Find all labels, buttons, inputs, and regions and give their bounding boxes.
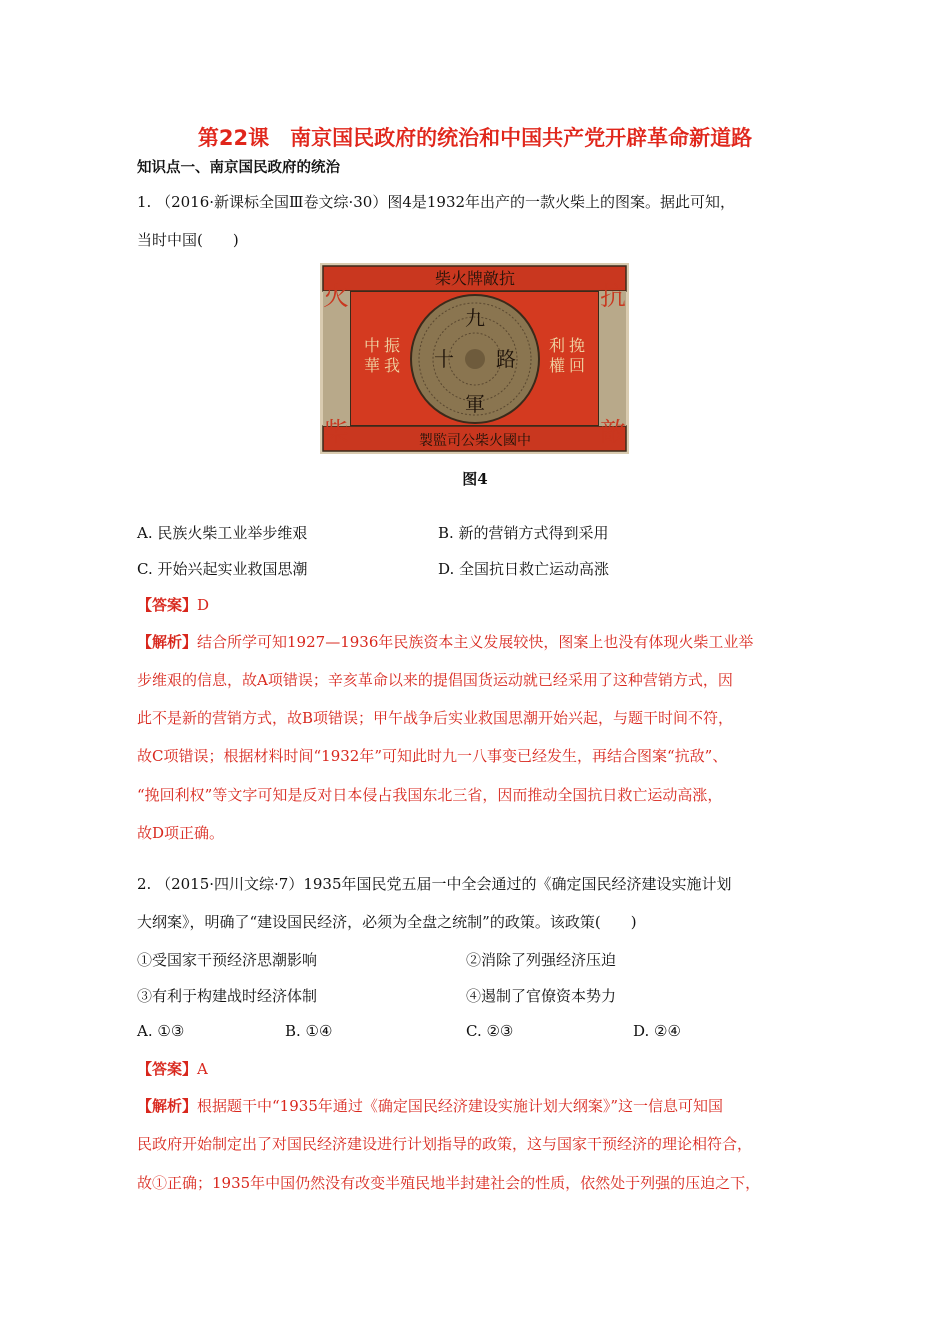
answer-value-2: A	[197, 1060, 208, 1078]
question-2-stem-line-1: 2. （2015·四川文综·7）1935年国民党五届一中全会通过的《确定国民经济建设实施计划	[137, 875, 732, 893]
question-1-option-c: C. 开始兴起实业救国思潮	[137, 560, 308, 578]
question-1-analysis-line-4: 故C项错误；根据材料时间“1932年”可知此时九一八事变已经发生，再结合图案“抗敌”、	[137, 747, 728, 765]
question-2-analysis-line-1: 【解析】根据题干中“1935年通过《确定国民经济建设实施计划大纲案》”这一信息可知国	[137, 1097, 724, 1115]
question-2-analysis-line-3: 故①正确；1935年中国仍然没有改变半殖民地半封建社会的性质，依然处于列强的压迫之下，	[137, 1174, 761, 1192]
question-2-item-3: ③有利于构建战时经济体制	[137, 987, 318, 1005]
question-1-stem-line-1: 1. （2016·新课标全国Ⅲ卷文综·30）图4是1932年出产的一款火柴上的图案。据此可知，	[137, 193, 736, 211]
label-corner-br: 敵	[599, 418, 627, 448]
question-2-stem-line-2: 大纲案》，明确了“建设国民经济，必须为全盘之统制”的政策。该政策( )	[137, 913, 637, 931]
label-bottom-text: 製監司公柴火國中	[419, 433, 531, 449]
label-left-3: 中	[363, 336, 381, 355]
answer-label: 【答案】	[137, 596, 198, 614]
question-2-option-c: C. ②③	[466, 1022, 514, 1040]
question-1-answer	[137, 594, 209, 615]
section-heading: 知识点一、南京国民政府的统治	[137, 160, 340, 176]
figure-caption: 图4	[462, 470, 488, 488]
page-title: 第22课 南京国民政府的统治和中国共产党开辟革命新道路	[197, 126, 753, 150]
question-2-analysis-line-2: 民政府开始制定出了对国民经济建设进行计划指导的政策，这与国家干预经济的理论相符合，	[137, 1135, 753, 1153]
answer-value: D	[197, 596, 210, 614]
matchbox-label-image	[320, 263, 629, 454]
question-1-option-b: B. 新的营销方式得到采用	[438, 524, 609, 542]
question-2-option-a: A. ①③	[137, 1022, 185, 1040]
label-corner-tr: 抗	[599, 282, 627, 312]
label-center-bottom: 軍	[465, 392, 485, 416]
question-2-option-b: B. ①④	[285, 1022, 333, 1040]
question-1-stem-line-2: 当时中国( )	[137, 231, 239, 249]
question-1-analysis-line-1: 【解析】结合所学可知1927—1936年民族资本主义发展较快，图案上也没有体现火柴工业举	[137, 633, 754, 651]
question-2-item-2: ②消除了列强经济压迫	[466, 951, 617, 969]
question-1-analysis-line-3: 此不是新的营销方式，故B项错误；甲午战争后实业救国思潮开始兴起，与题干时间不符，	[137, 709, 734, 727]
label-center-top: 九	[465, 306, 485, 330]
label-right-3: 利	[548, 336, 566, 355]
question-1-option-d: D. 全国抗日救亡运动高涨	[438, 560, 610, 578]
analysis-label-2: 【解析】	[137, 1097, 198, 1115]
question-1-analysis-line-2: 步维艰的信息，故A项错误；辛亥革命以来的提倡国货运动就已经采用了这种营销方式，因	[137, 671, 733, 689]
label-right-1: 挽	[568, 336, 586, 355]
question-2-option-d: D. ②④	[633, 1022, 681, 1040]
question-1-analysis-line-6: 故D项正确。	[137, 824, 225, 842]
question-2-answer	[137, 1058, 208, 1079]
label-left-4: 華	[363, 356, 381, 375]
label-center-left: 十	[434, 347, 454, 371]
answer-label-2: 【答案】	[137, 1060, 198, 1078]
analysis-label: 【解析】	[137, 633, 198, 651]
label-center-right: 路	[496, 347, 516, 371]
question-2-item-4: ④遏制了官僚资本势力	[466, 987, 617, 1005]
label-right-4: 權	[548, 356, 566, 375]
label-left-2: 我	[383, 356, 401, 375]
label-corner-bl: 柴	[322, 418, 350, 448]
question-1-analysis-line-5: “挽回利权”等文字可知是反对日本侵占我国东北三省，因而推动全国抗日救亡运动高涨，	[137, 786, 723, 804]
label-top-text: 柴火牌敵抗	[434, 269, 516, 288]
question-1-option-a: A. 民族火柴工业举步维艰	[137, 524, 308, 542]
label-left-1: 振	[383, 336, 401, 355]
label-right-2: 回	[568, 356, 586, 375]
label-corner-tl: 火	[322, 282, 350, 312]
question-2-item-1: ①受国家干预经济思潮影响	[137, 951, 318, 969]
